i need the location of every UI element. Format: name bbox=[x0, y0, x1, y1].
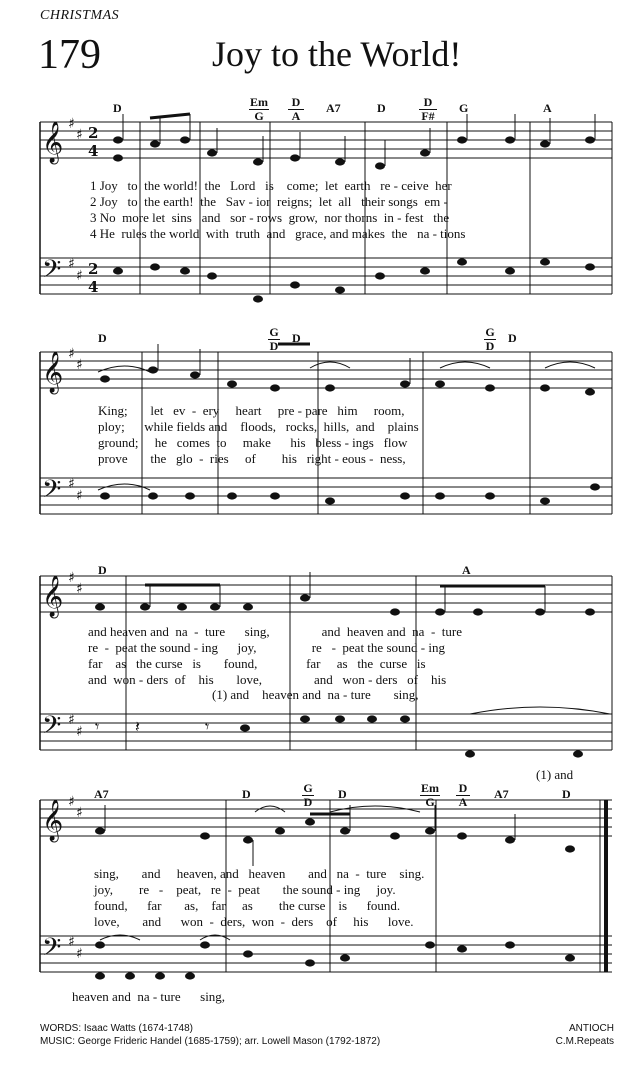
chord-label: G bbox=[459, 101, 469, 115]
chord-label: A7 bbox=[94, 787, 109, 801]
chord-label: Em G bbox=[421, 781, 439, 809]
verse-line: prove the glo - ries of his right - eous - ness, bbox=[98, 451, 406, 466]
svg-text:𝄞: 𝄞 bbox=[42, 576, 64, 617]
chord-label: D bbox=[338, 787, 347, 801]
verse-line: and won - ders of his love, and won - ders of his bbox=[88, 672, 447, 687]
chord-label: D F# bbox=[419, 96, 437, 122]
verse-line: ploy; while fields and floods, rocks, hills, and plains bbox=[98, 419, 419, 434]
chord-label: D A bbox=[288, 96, 304, 122]
chord-label: A7 bbox=[326, 101, 341, 115]
svg-text:2: 2 bbox=[88, 124, 99, 142]
bass-lyric-line: (1) and heaven and na - ture sing, bbox=[212, 687, 419, 702]
chord-label: D bbox=[377, 101, 386, 115]
svg-text:♯: ♯ bbox=[68, 570, 75, 586]
verse-line: sing, and heaven, and heaven and na - ture sing. bbox=[94, 866, 425, 881]
chord-label: Em G bbox=[250, 95, 268, 123]
svg-text:𝄢: 𝄢 bbox=[42, 255, 62, 290]
svg-text:𝄾: 𝄾 bbox=[95, 717, 100, 736]
bass-lyric-tail: (1) and bbox=[536, 767, 574, 782]
credit-words: WORDS: Isaac Watts (1674-1748) bbox=[40, 1023, 194, 1034]
verse-line: joy, re - peat, re - peat the sound - ing joy. bbox=[94, 882, 396, 897]
chord-label: D bbox=[113, 101, 122, 115]
tune-name: ANTIOCH bbox=[569, 1023, 614, 1034]
svg-text:♯: ♯ bbox=[76, 357, 83, 373]
svg-text:♯: ♯ bbox=[76, 488, 83, 504]
svg-text:♯: ♯ bbox=[76, 268, 83, 284]
verse-line: far as the curse is found, far as the curse is bbox=[88, 656, 426, 671]
verse-line: re - peat the sound - ing joy, re - peat the sound - ing bbox=[88, 640, 445, 655]
svg-text:♯: ♯ bbox=[76, 127, 83, 143]
svg-text:♯: ♯ bbox=[68, 712, 75, 728]
chord-label: A bbox=[543, 101, 552, 115]
chord-label: D bbox=[98, 563, 107, 577]
svg-text:♯: ♯ bbox=[68, 346, 75, 362]
chord-label: D bbox=[242, 787, 251, 801]
verse-line: ground; he comes to make his bless - ings flow bbox=[98, 435, 408, 450]
verse-line: and heaven and na - ture sing, and heaven and na - ture bbox=[88, 624, 462, 639]
verse-line: 4 He rules the world with truth and grace, and makes the na - tions bbox=[90, 226, 466, 241]
verse-line: King; let ev - ery heart pre - pare him room, bbox=[98, 403, 405, 418]
hymn-title: Joy to the World! bbox=[212, 34, 462, 74]
chord-label: D bbox=[508, 331, 517, 345]
chord-label: G D bbox=[269, 325, 279, 353]
chord-label: G D bbox=[303, 781, 313, 809]
chord-label: G D bbox=[485, 325, 495, 353]
hymn-number: 179 bbox=[38, 32, 101, 78]
chord-label: A bbox=[462, 563, 471, 577]
svg-text:♯: ♯ bbox=[68, 794, 75, 810]
verse-line: love, and won - ders, won - ders of his love. bbox=[94, 914, 414, 929]
meter: C.M.Repeats bbox=[555, 1036, 614, 1047]
svg-text:♯: ♯ bbox=[68, 256, 75, 272]
chord-label: A7 bbox=[494, 787, 509, 801]
svg-text:♯: ♯ bbox=[76, 946, 83, 962]
svg-text:♯: ♯ bbox=[76, 805, 83, 821]
svg-text:♯: ♯ bbox=[68, 116, 75, 132]
chord-label: D bbox=[98, 331, 107, 345]
chord-label: D bbox=[292, 331, 301, 345]
chord-label: D A bbox=[456, 782, 470, 808]
verse-line: found, far as, far as the curse is found. bbox=[94, 898, 401, 913]
svg-text:𝄽: 𝄽 bbox=[135, 717, 140, 736]
svg-text:♯: ♯ bbox=[76, 581, 83, 597]
svg-text:4: 4 bbox=[88, 278, 99, 296]
svg-text:♯: ♯ bbox=[68, 476, 75, 492]
svg-text:𝄞: 𝄞 bbox=[42, 800, 64, 841]
verse-line: 2 Joy to the earth! the Sav - ior reigns; let all their songs em - bbox=[90, 194, 448, 209]
credit-music: MUSIC: George Frideric Handel (1685-1759); arr. Lowell Mason (1792-1872) bbox=[40, 1036, 381, 1047]
svg-text:𝄢: 𝄢 bbox=[42, 933, 62, 968]
svg-text:𝄾: 𝄾 bbox=[205, 717, 210, 736]
verse-line: 1 Joy to the world! the Lord is come; let earth re - ceive her bbox=[90, 178, 452, 193]
bass-lyric-line: heaven and na - ture sing, bbox=[72, 989, 226, 1004]
svg-text:2: 2 bbox=[88, 260, 99, 278]
svg-text:4: 4 bbox=[88, 142, 99, 160]
svg-text:♯: ♯ bbox=[68, 934, 75, 950]
verse-line: 3 No more let sins and sor - rows grow, nor thorns in - fest the bbox=[90, 210, 450, 225]
svg-text:♯: ♯ bbox=[76, 724, 83, 740]
svg-text:𝄢: 𝄢 bbox=[42, 475, 62, 510]
svg-text:𝄞: 𝄞 bbox=[42, 122, 64, 163]
svg-text:𝄢: 𝄢 bbox=[42, 711, 62, 746]
section-heading: CHRISTMAS bbox=[40, 8, 120, 23]
chord-label: D bbox=[562, 787, 571, 801]
svg-text:𝄞: 𝄞 bbox=[42, 352, 64, 393]
